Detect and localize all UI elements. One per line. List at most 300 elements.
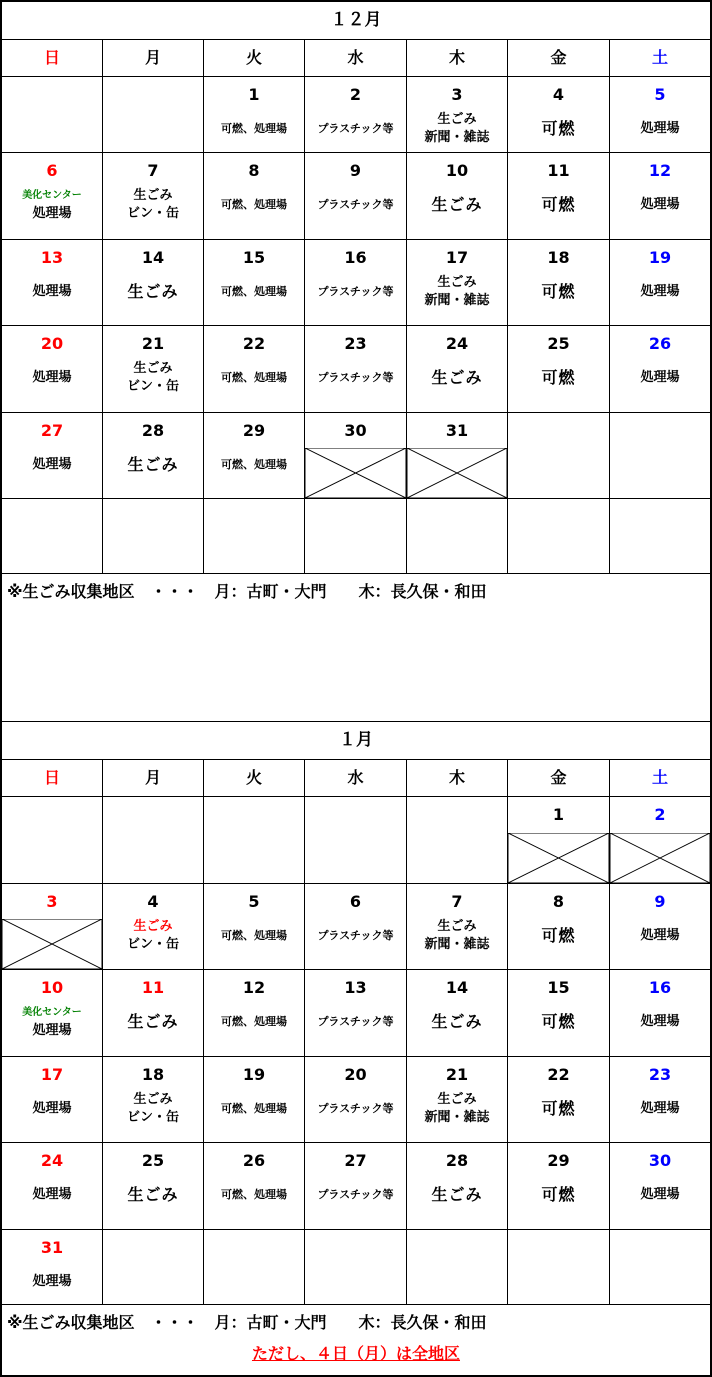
day-number: 31: [445, 421, 469, 440]
weekday-december-0: 日: [2, 40, 103, 77]
day-number: 9: [349, 161, 362, 180]
january-title: １月: [2, 722, 710, 760]
collection-label: 可燃: [541, 1012, 576, 1031]
day-cell: [305, 326, 407, 413]
day-cell: [204, 970, 305, 1057]
day-number: 14: [141, 248, 165, 267]
collection-labels: [204, 998, 304, 1046]
day-number: 27: [40, 421, 64, 440]
collection-labels: [508, 105, 609, 153]
collection-labels: [407, 105, 507, 153]
day-number: 3: [46, 892, 58, 911]
collection-labels: [204, 354, 304, 402]
day-number: 20: [344, 1065, 367, 1084]
collection-labels: [305, 105, 406, 153]
collection-labels: [508, 354, 609, 402]
day-number: [103, 797, 203, 825]
day-cell: [2, 153, 103, 240]
day-cell: [610, 970, 710, 1057]
collection-label: 処理場: [32, 206, 72, 221]
collection-label: 生ごみ: [133, 1092, 173, 1107]
collection-labels: [305, 998, 406, 1046]
collection-labels: [305, 912, 406, 960]
collection-label: 生ごみ: [437, 1092, 477, 1107]
day-number: [407, 499, 507, 527]
collection-labels: [103, 998, 203, 1046]
day-number: 10: [445, 161, 469, 180]
day-number: [103, 77, 203, 105]
day-cell: [508, 413, 610, 499]
collection-labels: [508, 912, 609, 960]
day-number: 29: [547, 1151, 570, 1170]
day-cell: [103, 884, 204, 970]
day-cell: [407, 240, 508, 326]
collection-labels: [103, 181, 203, 229]
day-number: 14: [445, 978, 469, 997]
collection-labels: [2, 1258, 102, 1305]
collection-label: 処理場: [640, 370, 680, 385]
day-cell: [2, 240, 103, 326]
day-number: 15: [242, 248, 266, 267]
day-number: 24: [445, 334, 469, 353]
collection-label: 可燃: [541, 1185, 576, 1204]
weekday-january-0: 日: [2, 760, 103, 797]
day-number: 12: [242, 978, 266, 997]
collection-label: 生ごみ: [133, 188, 173, 203]
day-cell: [610, 77, 710, 153]
day-cell: [407, 77, 508, 153]
weekday-december-3: 水: [305, 40, 407, 77]
weekday-january-3: 水: [305, 760, 407, 797]
day-cell: [2, 1143, 103, 1230]
collection-label: 処理場: [32, 457, 72, 472]
day-number: 11: [547, 161, 570, 180]
day-cell: [305, 1230, 407, 1305]
collection-label: 生ごみ: [431, 1185, 483, 1204]
collection-labels: [610, 181, 710, 229]
collection-labels: [610, 1085, 710, 1133]
day-number: 6: [46, 161, 58, 180]
collection-labels: [2, 998, 102, 1046]
day-cell: [305, 970, 407, 1057]
day-number: 16: [648, 978, 672, 997]
day-cell: [204, 499, 305, 574]
day-cell: [204, 77, 305, 153]
weekday-january-5: 金: [508, 760, 610, 797]
weekday-december-1: 月: [103, 40, 204, 77]
collection-label: 美化センター: [22, 190, 82, 201]
collection-label: 可燃: [541, 926, 576, 945]
collection-labels: [407, 1171, 507, 1219]
day-number: 18: [141, 1065, 165, 1084]
collection-labels: [610, 998, 710, 1046]
collection-labels: [2, 1085, 102, 1133]
day-number: 21: [141, 334, 165, 353]
collection-labels: [508, 181, 609, 229]
day-number: 18: [547, 248, 570, 267]
day-cell: [508, 1230, 610, 1305]
december-day-grid: [2, 77, 710, 574]
collection-label: 処理場: [32, 284, 72, 299]
day-number: 2: [349, 85, 362, 104]
day-number: [103, 1230, 203, 1258]
january-weekday-header: [2, 760, 710, 797]
day-cell: [508, 77, 610, 153]
day-number: 13: [344, 978, 367, 997]
no-collection-cross: [610, 833, 710, 883]
day-number: 26: [648, 334, 672, 353]
day-cell: [305, 499, 407, 574]
day-number: 9: [654, 892, 666, 911]
collection-labels: [103, 268, 203, 316]
collection-labels: [204, 441, 304, 489]
collection-label: 生ごみ: [127, 1012, 179, 1031]
day-cell: [508, 326, 610, 413]
collection-labels: [204, 1085, 304, 1133]
collection-label: 可燃: [541, 195, 576, 214]
day-cell: [204, 240, 305, 326]
day-number: [2, 499, 102, 527]
collection-label: 生ごみ: [431, 1012, 483, 1031]
collection-label: 処理場: [640, 284, 680, 299]
day-number: [610, 1230, 710, 1258]
day-number: 17: [445, 248, 469, 267]
day-number: 28: [141, 421, 165, 440]
day-number: 16: [344, 248, 367, 267]
day-cell: [305, 240, 407, 326]
collection-label: 処理場: [640, 121, 680, 136]
collection-label: 処理場: [640, 197, 680, 212]
collection-label: 生ごみ: [437, 112, 477, 127]
collection-labels: [610, 354, 710, 402]
day-number: 11: [141, 978, 165, 997]
day-cell: [508, 884, 610, 970]
day-number: 6: [349, 892, 362, 911]
collection-label: 処理場: [640, 1187, 680, 1202]
day-cell: [2, 1057, 103, 1143]
day-number: 8: [552, 892, 565, 911]
day-number: [305, 1230, 406, 1258]
collection-labels: [103, 1085, 203, 1133]
day-number: 29: [242, 421, 266, 440]
day-number: 10: [40, 978, 64, 997]
day-cell: [305, 1057, 407, 1143]
day-number: [610, 499, 710, 527]
collection-label: 美化センター: [22, 1007, 82, 1018]
day-cell: [305, 1143, 407, 1230]
day-cell: [2, 326, 103, 413]
collection-labels: [305, 268, 406, 316]
collection-labels: [305, 1085, 406, 1133]
day-number: 1: [552, 805, 565, 824]
day-cell: [407, 1230, 508, 1305]
december-weekday-header: [2, 40, 710, 77]
day-number: 5: [248, 892, 260, 911]
collection-labels: [2, 441, 102, 489]
day-number: 26: [242, 1151, 266, 1170]
day-number: 21: [445, 1065, 469, 1084]
day-number: [2, 77, 102, 105]
day-number: 27: [344, 1151, 367, 1170]
collection-labels: [103, 912, 203, 960]
january-warning-text: ただし、４日（月）は全地区: [251, 1344, 460, 1363]
collection-labels: [2, 354, 102, 402]
collection-labels: [508, 1085, 609, 1133]
day-cell: [610, 1057, 710, 1143]
collection-label: 可燃: [541, 368, 576, 387]
day-number: [204, 499, 304, 527]
day-cell: [305, 413, 407, 499]
collection-label: 処理場: [640, 928, 680, 943]
collection-labels: [508, 998, 609, 1046]
day-number: 20: [40, 334, 64, 353]
day-cell: [508, 240, 610, 326]
collection-label: プラスチック等: [317, 285, 394, 298]
no-collection-cross: [305, 448, 406, 498]
collection-label: 生ごみ: [437, 275, 477, 290]
collection-label: 可燃、処理場: [221, 929, 287, 942]
day-cell: [204, 326, 305, 413]
day-cell: [407, 499, 508, 574]
day-cell: [407, 970, 508, 1057]
weekday-january-2: 火: [204, 760, 305, 797]
january-warning: [2, 1341, 710, 1364]
day-cell: [305, 77, 407, 153]
day-cell: [103, 413, 204, 499]
collection-labels: [610, 105, 710, 153]
day-cell: [103, 499, 204, 574]
day-cell: [103, 240, 204, 326]
collection-label: プラスチック等: [317, 122, 394, 135]
day-cell: [305, 884, 407, 970]
day-cell: [610, 797, 710, 884]
day-number: [508, 499, 609, 527]
day-number: 23: [648, 1065, 672, 1084]
day-cell: [204, 884, 305, 970]
day-number: 17: [40, 1065, 64, 1084]
day-cell: [407, 1143, 508, 1230]
collection-labels: [204, 912, 304, 960]
collection-labels: [407, 354, 507, 402]
collection-labels: [508, 1171, 609, 1219]
day-cell: [610, 153, 710, 240]
day-cell: [508, 797, 610, 884]
collection-label: 新聞・雑誌: [424, 937, 490, 952]
collection-labels: [305, 354, 406, 402]
collection-labels: [204, 181, 304, 229]
collection-label: プラスチック等: [317, 1188, 394, 1201]
day-number: [407, 797, 507, 825]
no-collection-cross: [508, 833, 609, 883]
day-number: [407, 1230, 507, 1258]
collection-label: 可燃、処理場: [221, 122, 287, 135]
december-blank-area: [2, 610, 710, 722]
day-cell: [103, 1143, 204, 1230]
day-cell: [2, 970, 103, 1057]
collection-label: プラスチック等: [317, 371, 394, 384]
december-title: １２月: [2, 2, 710, 40]
day-cell: [2, 1230, 103, 1305]
day-number: 12: [648, 161, 672, 180]
collection-labels: [2, 1171, 102, 1219]
day-number: 30: [344, 421, 367, 440]
day-cell: [204, 797, 305, 884]
day-cell: [305, 797, 407, 884]
collection-label: 処理場: [640, 1014, 680, 1029]
collection-labels: [305, 1171, 406, 1219]
day-number: 28: [445, 1151, 469, 1170]
day-number: [305, 797, 406, 825]
january-day-grid: [2, 797, 710, 1305]
day-cell: [407, 797, 508, 884]
day-number: 7: [451, 892, 463, 911]
collection-label: 生ごみ: [431, 368, 483, 387]
day-cell: [204, 1143, 305, 1230]
day-cell: [103, 970, 204, 1057]
day-number: 23: [344, 334, 367, 353]
collection-label: ビン・缶: [126, 1110, 179, 1125]
january-collection-note: ※生ごみ収集地区 ・・・ 月：古町・大門 木：長久保・和田: [7, 1313, 487, 1332]
day-number: [610, 413, 710, 441]
day-cell: [407, 1057, 508, 1143]
collection-label: プラスチック等: [317, 1102, 394, 1115]
collection-labels: [204, 105, 304, 153]
weekday-december-5: 金: [508, 40, 610, 77]
collection-label: 生ごみ: [127, 1185, 179, 1204]
collection-labels: [103, 354, 203, 402]
day-number: 2: [654, 805, 666, 824]
collection-label: 可燃、処理場: [221, 1102, 287, 1115]
collection-labels: [407, 268, 507, 316]
collection-label: 新聞・雑誌: [424, 130, 490, 145]
day-number: [305, 499, 406, 527]
day-cell: [103, 77, 204, 153]
day-cell: [103, 153, 204, 240]
weekday-january-4: 木: [407, 760, 508, 797]
collection-labels: [407, 998, 507, 1046]
collection-label: 処理場: [32, 370, 72, 385]
collection-label: 生ごみ: [437, 919, 477, 934]
day-cell: [610, 326, 710, 413]
day-cell: [610, 1230, 710, 1305]
collection-label: 処理場: [32, 1023, 72, 1038]
day-number: 4: [147, 892, 159, 911]
collection-label: 可燃: [541, 1099, 576, 1118]
collection-label: 処理場: [32, 1101, 72, 1116]
day-cell: [204, 1230, 305, 1305]
day-number: 30: [648, 1151, 672, 1170]
day-cell: [204, 413, 305, 499]
day-number: 19: [242, 1065, 266, 1084]
day-number: 4: [552, 85, 565, 104]
day-number: 1: [248, 85, 260, 104]
day-cell: [508, 1057, 610, 1143]
collection-label: ビン・缶: [126, 937, 179, 952]
collection-label: 処理場: [640, 1101, 680, 1116]
collection-labels: [610, 268, 710, 316]
day-number: [2, 797, 102, 825]
december-collection-note: ※生ごみ収集地区 ・・・ 月：古町・大門 木：長久保・和田: [7, 582, 487, 601]
no-collection-cross: [2, 919, 102, 969]
day-number: [508, 413, 609, 441]
collection-label: ビン・缶: [126, 379, 179, 394]
day-number: [204, 1230, 304, 1258]
collection-labels: [103, 1171, 203, 1219]
day-cell: [103, 797, 204, 884]
weekday-january-1: 月: [103, 760, 204, 797]
day-cell: [407, 153, 508, 240]
collection-label: 生ごみ: [127, 282, 179, 301]
day-cell: [508, 1143, 610, 1230]
collection-label: 新聞・雑誌: [424, 1110, 490, 1125]
day-number: [103, 499, 203, 527]
collection-label: ビン・缶: [126, 206, 179, 221]
day-cell: [610, 240, 710, 326]
day-cell: [610, 499, 710, 574]
collection-labels: [2, 268, 102, 316]
collection-labels: [407, 181, 507, 229]
day-number: 15: [547, 978, 570, 997]
collection-labels: [508, 268, 609, 316]
day-number: 22: [547, 1065, 570, 1084]
day-number: 8: [248, 161, 260, 180]
collection-label: 処理場: [32, 1274, 72, 1289]
collection-label: 可燃、処理場: [221, 1188, 287, 1201]
collection-label: プラスチック等: [317, 1015, 394, 1028]
collection-labels: [103, 441, 203, 489]
day-cell: [103, 1230, 204, 1305]
day-cell: [407, 326, 508, 413]
collection-label: プラスチック等: [317, 929, 394, 942]
day-cell: [508, 153, 610, 240]
collection-labels: [407, 912, 507, 960]
day-cell: [2, 797, 103, 884]
day-cell: [204, 153, 305, 240]
collection-label: 可燃: [541, 282, 576, 301]
collection-label: 処理場: [32, 1187, 72, 1202]
day-cell: [508, 970, 610, 1057]
day-cell: [2, 499, 103, 574]
collection-label: 可燃: [541, 119, 576, 138]
collection-label: 可燃、処理場: [221, 458, 287, 471]
day-cell: [610, 413, 710, 499]
day-cell: [610, 884, 710, 970]
weekday-december-6: 土: [610, 40, 710, 77]
day-cell: [407, 413, 508, 499]
collection-label: 新聞・雑誌: [424, 293, 490, 308]
collection-label: 生ごみ: [133, 919, 173, 934]
collection-labels: [407, 1085, 507, 1133]
weekday-december-2: 火: [204, 40, 305, 77]
day-cell: [2, 884, 103, 970]
collection-label: プラスチック等: [317, 198, 394, 211]
day-cell: [103, 326, 204, 413]
collection-label: 生ごみ: [127, 455, 179, 474]
collection-label: 可燃、処理場: [221, 285, 287, 298]
collection-labels: [305, 181, 406, 229]
day-cell: [305, 153, 407, 240]
day-number: [204, 797, 304, 825]
collection-label: 可燃、処理場: [221, 371, 287, 384]
day-number: 3: [451, 85, 463, 104]
weekday-january-6: 土: [610, 760, 710, 797]
day-cell: [508, 499, 610, 574]
collection-labels: [610, 1171, 710, 1219]
collection-labels: [2, 181, 102, 229]
day-number: 25: [547, 334, 570, 353]
day-cell: [2, 413, 103, 499]
day-number: [508, 1230, 609, 1258]
